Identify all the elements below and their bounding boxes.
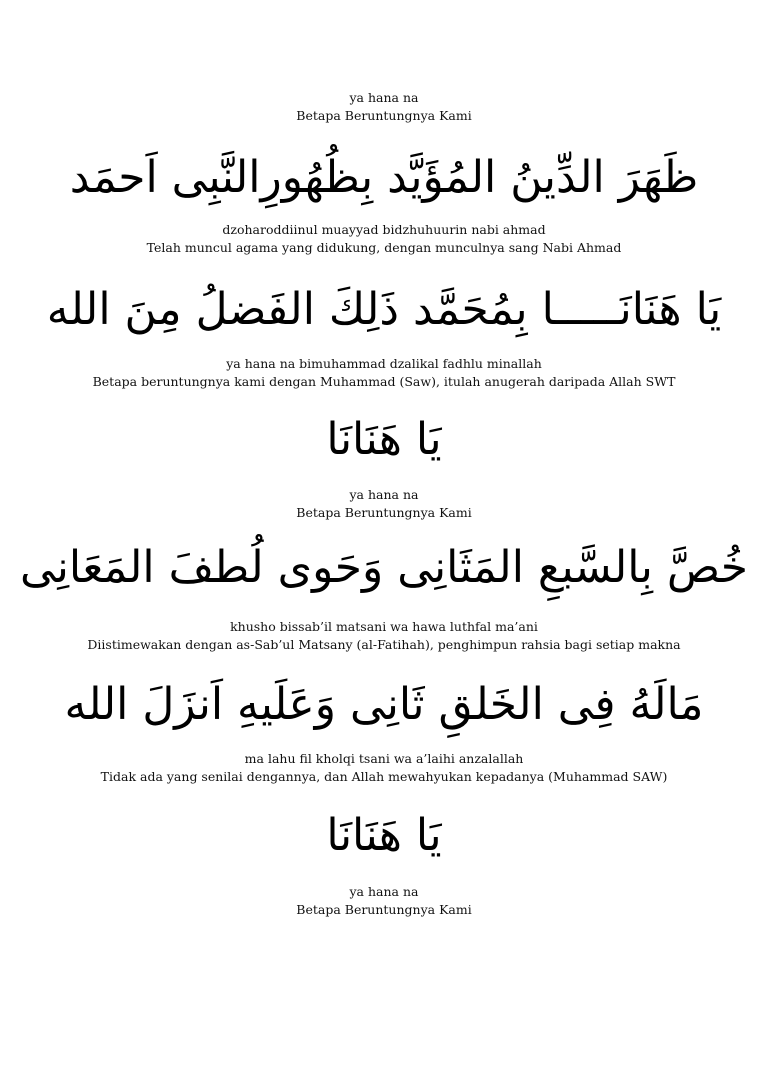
verse-1-translit: dzoharoddiinul muayyad bidzhuhuurin nabi ahmad [222, 222, 546, 237]
refrain-2-arabic: يَا هَنَانَا [326, 810, 442, 861]
refrain-2-translation: Betapa Beruntungnya Kami [296, 902, 472, 917]
verse-3-translation: Diistimewakan dengan as-Sab’ul Matsany (al-Fatihah), penghimpun rahsia bagi setiap makna [87, 637, 681, 652]
verse-3-arabic: خُصَّ بِالسَّبعِ المَثَانِى وَحَوى لُطفَ المَعَانِى [20, 542, 748, 593]
refrain-1-translation: Betapa Beruntungnya Kami [296, 505, 472, 520]
verse-4-translit: ma lahu fil kholqi tsani wa a’laihi anzalallah [244, 751, 524, 766]
chorus-1-translit: ya hana na [349, 90, 419, 105]
verse-1-translation: Telah muncul agama yang didukung, dengan munculnya sang Nabi Ahmad [146, 240, 622, 255]
verse-1-arabic: ظَهَرَ الدِّينُ المُؤَيَّد بِظُهُورِالنَّبِى اَحمَد [69, 152, 699, 203]
verse-2-translit: ya hana na bimuhammad dzalikal fadhlu minallah [226, 356, 542, 371]
chorus-1-translation: Betapa Beruntungnya Kami [296, 108, 472, 123]
refrain-1-translit: ya hana na [349, 487, 419, 502]
verse-4-arabic: مَالَهُ فِى الخَلقِ ثَانِى وَعَلَيهِ اَنزَلَ الله [64, 679, 704, 730]
verse-2-arabic: يَا هَنَانَـــــا بِمُحَمَّد ذَلِكَ الفَضلُ مِنَ الله [46, 284, 722, 335]
refrain-2-translit: ya hana na [349, 884, 419, 899]
verse-3-translit: khusho bissab’il matsani wa hawa luthfal ma’ani [230, 619, 538, 634]
verse-4-translation: Tidak ada yang senilai dengannya, dan Allah mewahyukan kepadanya (Muhammad SAW) [100, 769, 668, 784]
verse-2-translation: Betapa beruntungnya kami dengan Muhammad (Saw), itulah anugerah daripada Allah SWT [92, 374, 676, 389]
refrain-1-arabic: يَا هَنَانَا [326, 414, 442, 465]
